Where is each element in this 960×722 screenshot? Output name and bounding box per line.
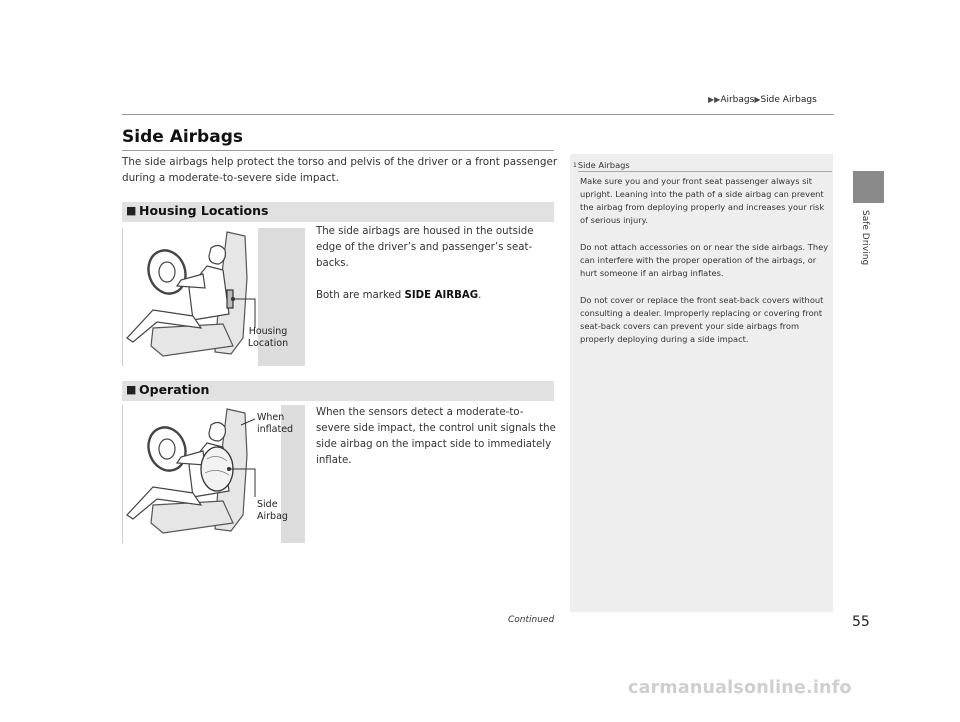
section-title-operation: Operation	[139, 382, 210, 397]
title-divider	[122, 150, 554, 151]
note-heading: 1Side Airbags	[573, 160, 630, 170]
figure-label-when-inflated: When inflated	[257, 412, 294, 435]
square-bullet-icon: ■	[126, 204, 137, 217]
breadcrumb	[708, 95, 817, 105]
section-heading-housing	[122, 202, 554, 222]
chapter-tab[interactable]	[853, 171, 884, 203]
note-paragraph: Make sure you and your front seat passenger always sit upright. Leaning into the path of a side airbag can prevent the airbag from deploying properly and increases your risk of serious injury.	[580, 176, 825, 225]
figure-label-side-airbag: Side Airbag	[257, 499, 288, 522]
figure-label-housing: Housing Location	[247, 326, 289, 349]
operation-body: When the sensors detect a moderate-to-severe side impact, the control unit signals the side airbag on the impact side to immediately inflate.	[316, 407, 556, 466]
note-paragraph: Do not cover or replace the front seat-back covers without consulting a dealer. Improperly replacing or covering front seat-back covers can prevent your side airbags from properly deploying during a side impact.	[580, 295, 824, 344]
breadcrumb-separator-icon: ▶	[754, 95, 761, 104]
side-airbag-label: SIDE AIRBAG	[404, 290, 479, 301]
housing-marked-line: Both are marked SIDE AIRBAG.	[316, 290, 482, 301]
header-divider	[122, 114, 834, 115]
continued-label: Continued	[508, 615, 555, 625]
page-title: Side Airbags	[122, 127, 243, 147]
section-title-housing: Housing Locations	[139, 203, 269, 218]
breadcrumb-item-side-airbags[interactable]: Side Airbags	[760, 95, 817, 105]
housing-body: The side airbags are housed in the outside edge of the driver’s and passenger’s seat-backs.	[316, 226, 534, 269]
watermark: carmanualsonline.info	[628, 678, 852, 698]
breadcrumb-arrow-icon: ▶▶	[708, 95, 721, 104]
intro-paragraph: The side airbags help protect the torso and pelvis of the driver or a front passenger during a moderate-to-severe side impact.	[122, 156, 558, 184]
breadcrumb-item-airbags[interactable]: Airbags	[720, 95, 755, 105]
note-paragraph: Do not attach accessories on or near the side airbags. They can interfere with the proper operation of the airbags, or hurt someone if an airbag inflates.	[580, 242, 829, 278]
square-bullet-icon: ■	[126, 383, 137, 396]
page-number: 55	[852, 614, 870, 630]
section-heading-operation	[122, 381, 554, 401]
chapter-label: Safe Driving	[860, 210, 870, 266]
reference-number: 1	[573, 162, 577, 169]
note-divider	[578, 171, 832, 172]
